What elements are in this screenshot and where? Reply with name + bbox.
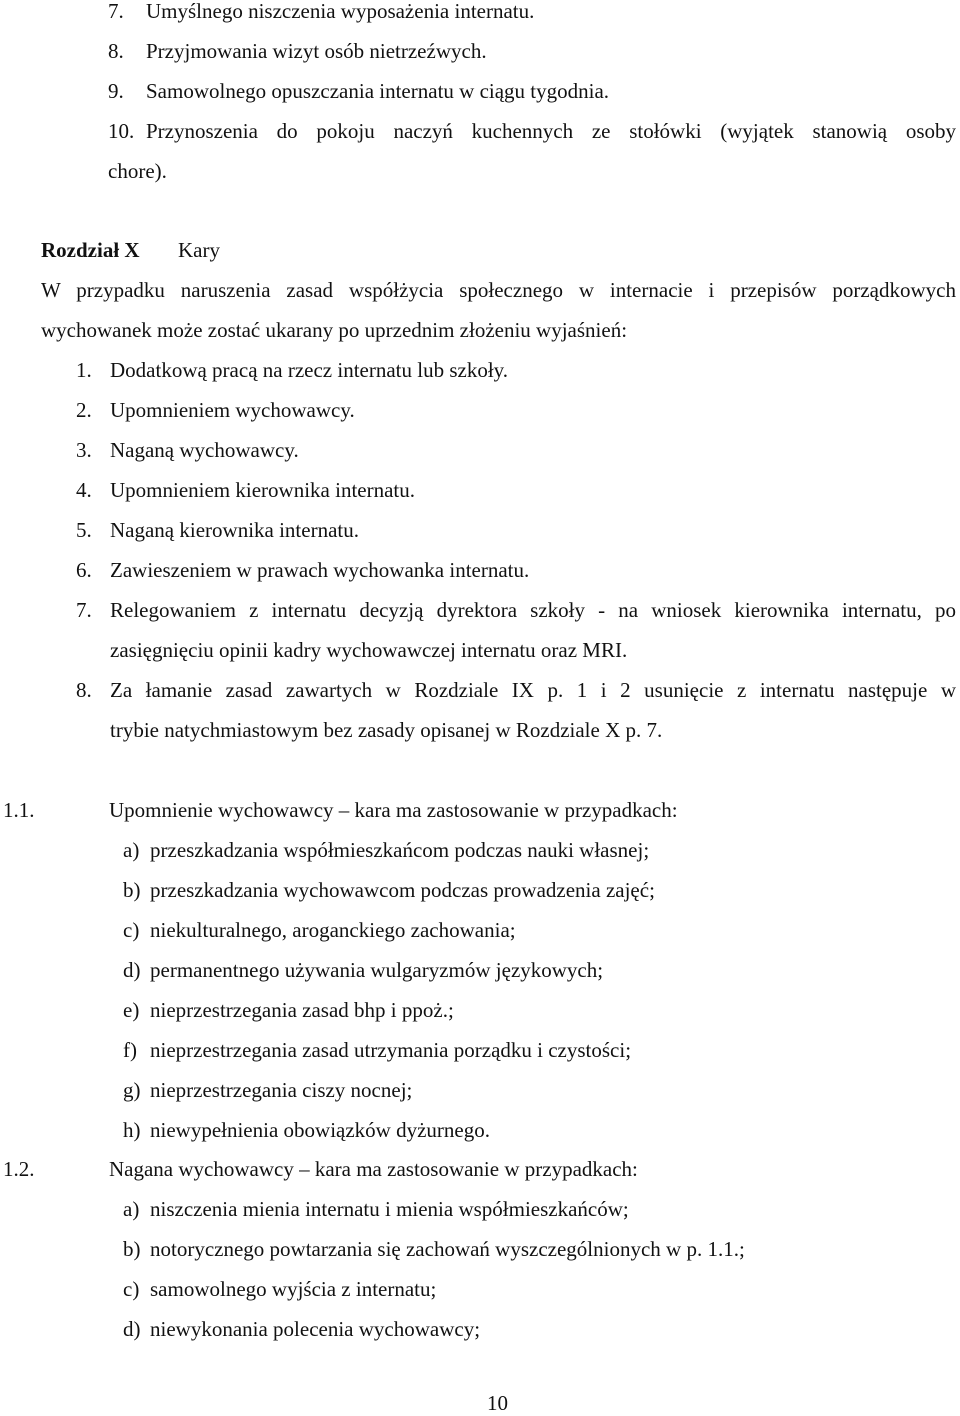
item-letter: d) [123, 958, 141, 982]
section-item: notorycznego powtarzania się zachowań wyszczególnionych w p. 1.1.; [150, 1237, 745, 1261]
section-item: niekulturalnego, aroganckiego zachowania; [150, 918, 516, 942]
section-heading: Nagana wychowawcy – kara ma zastosowanie w przypadkach: [109, 1157, 638, 1181]
penalty-item: Naganą kierownika internatu. [110, 518, 359, 542]
penalty-number: 4. [76, 478, 92, 502]
penalty-item: Naganą wychowawcy. [110, 438, 299, 462]
list-number: 7. [108, 0, 124, 23]
chapter-label: Rozdział X [41, 238, 140, 262]
penalty-number: 2. [76, 398, 92, 422]
section-heading: Upomnienie wychowawcy – kara ma zastosowanie w przypadkach: [109, 798, 678, 822]
item-letter: c) [123, 1277, 140, 1301]
list-number: 9. [108, 79, 124, 103]
item-letter: f) [123, 1038, 137, 1062]
page-number: 10 [487, 1391, 508, 1415]
penalty-number: 6. [76, 558, 92, 582]
section-item: permanentnego używania wulgaryzmów językowych; [150, 958, 604, 982]
section-item: samowolnego wyjścia z internatu; [150, 1277, 437, 1301]
item-letter: d) [123, 1317, 141, 1341]
item-letter: a) [123, 1197, 140, 1221]
item-letter: b) [123, 878, 141, 902]
item-letter: c) [123, 918, 140, 942]
chapter-intro: W przypadku naruszenia zasad współżycia społecznego w internacie i przepisów porządkowych [41, 278, 956, 302]
penalty-item: Za łamanie zasad zawartych w Rozdziale IX p. 1 i 2 usunięcie z internatu następuje w [110, 678, 956, 702]
item-letter: g) [123, 1078, 141, 1102]
penalty-number: 7. [76, 598, 92, 622]
list-number: 8. [108, 39, 124, 63]
item-letter: h) [123, 1118, 141, 1142]
list-number: 10. [108, 119, 135, 143]
list-item: Przynoszenia do pokoju naczyń kuchennych ze stołówki (wyjątek stanowią osoby [146, 119, 956, 143]
section-item: nieprzestrzegania ciszy nocnej; [150, 1078, 413, 1102]
penalty-item-continuation: trybie natychmiastowym bez zasady opisanej w Rozdziale X p. 7. [110, 718, 663, 742]
section-number: 1.2. [3, 1157, 35, 1181]
item-letter: e) [123, 998, 140, 1022]
list-item: Przyjmowania wizyt osób nietrzeźwych. [146, 39, 487, 63]
section-number: 1.1. [3, 798, 35, 822]
chapter-intro-continuation: wychowanek może zostać ukarany po uprzednim złożeniu wyjaśnień: [41, 318, 628, 342]
list-item: Umyślnego niszczenia wyposażenia internatu. [146, 0, 535, 23]
chapter-title: Kary [178, 238, 220, 262]
section-item: niszczenia mienia internatu i mienia współmieszkańców; [150, 1197, 629, 1221]
item-letter: a) [123, 838, 140, 862]
section-item: niewykonania polecenia wychowawcy; [150, 1317, 481, 1341]
section-item: przeszkadzania wychowawcom podczas prowadzenia zajęć; [150, 878, 655, 902]
penalty-item: Dodatkową pracą na rzecz internatu lub szkoły. [110, 358, 509, 382]
section-item: nieprzestrzegania zasad utrzymania porządku i czystości; [150, 1038, 632, 1062]
penalty-item: Upomnieniem wychowawcy. [110, 398, 355, 422]
penalty-number: 1. [76, 358, 92, 382]
penalty-number: 8. [76, 678, 92, 702]
section-item: nieprzestrzegania zasad bhp i ppoż.; [150, 998, 454, 1022]
list-item: Samowolnego opuszczania internatu w ciągu tygodnia. [146, 79, 610, 103]
list-item-continuation: chore). [108, 159, 167, 183]
penalty-number: 5. [76, 518, 92, 542]
penalty-item: Upomnieniem kierownika internatu. [110, 478, 416, 502]
item-letter: b) [123, 1237, 141, 1261]
section-item: niewypełnienia obowiązków dyżurnego. [150, 1118, 490, 1142]
penalty-item-continuation: zasięgnięciu opinii kadry wychowawczej internatu oraz MRI. [110, 638, 628, 662]
penalty-item: Relegowaniem z internatu decyzją dyrektora szkoły - na wniosek kierownika internatu, po [110, 598, 956, 622]
penalty-number: 3. [76, 438, 92, 462]
penalty-item: Zawieszeniem w prawach wychowanka internatu. [110, 558, 530, 582]
section-item: przeszkadzania współmieszkańcom podczas nauki własnej; [150, 838, 650, 862]
